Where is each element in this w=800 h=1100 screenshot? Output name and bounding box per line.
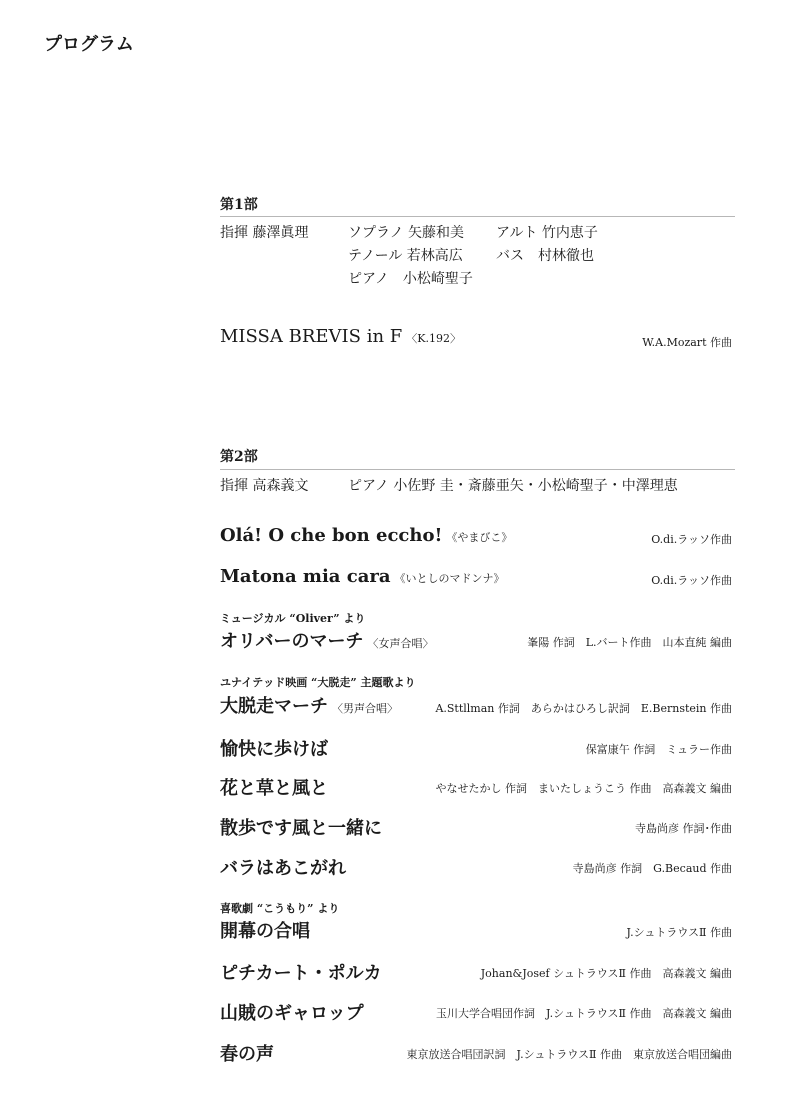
work-subtitle: 〈女声合唱〉 xyxy=(367,637,434,650)
work-source-9: 喜歌劇 “こうもり” より xyxy=(220,902,340,915)
work-credit-11: 玉川大学合唱団作詞 J.シュトラウスⅡ 作曲 高森義文 編曲 xyxy=(436,1007,732,1020)
work-credit-7: 寺島尚彦 作詞･作曲 xyxy=(635,822,732,835)
work-name: 愉快に歩けば xyxy=(220,739,328,760)
work-name: 山賊のギャロップ xyxy=(220,1003,364,1024)
work-name: 散歩です風と一緒に xyxy=(220,818,382,839)
part1-work-title xyxy=(220,326,461,347)
work-title-7 xyxy=(220,814,382,840)
work-subtitle: 《やまびこ》 xyxy=(446,531,513,544)
part1-piano: ピアノ 小松崎聖子 xyxy=(348,271,473,287)
work-credit-6: やなせたかし 作詞 まいたしょうこう 作曲 高森義文 編曲 xyxy=(435,782,732,795)
work-credit-2: O.di.ラッソ作曲 xyxy=(651,574,732,587)
part1-tenor: テノール 若林高広 xyxy=(348,248,463,264)
work-credit-5: 保富康午 作詞 ミュラー作曲 xyxy=(585,743,732,756)
work-title-8 xyxy=(220,854,346,880)
part1-soprano: ソプラノ 矢藤和美 xyxy=(348,225,465,241)
work-title-10 xyxy=(220,959,382,985)
work-credit-4: A.Sttllman 作詞 あらかはひろし訳詞 E.Bernstein 作曲 xyxy=(435,702,732,715)
work-name: 開幕の合唱 xyxy=(220,921,310,942)
work-subtitle: 《いとしのマドンナ》 xyxy=(394,572,505,585)
part1-heading: 第1部 xyxy=(220,197,258,213)
part1-divider xyxy=(220,216,735,217)
page-title: プログラム xyxy=(44,34,134,55)
work-title-6 xyxy=(220,774,328,800)
part1-work-name: MISSA BREVIS in F xyxy=(220,326,403,347)
work-title-2 xyxy=(220,566,505,587)
work-title-9 xyxy=(220,917,310,943)
work-title-4 xyxy=(220,692,398,718)
work-title-12 xyxy=(220,1040,274,1066)
part2-conductor: 指揮 高森義文 xyxy=(220,478,309,494)
work-title-5 xyxy=(220,735,328,761)
part2-divider xyxy=(220,469,735,470)
work-name: Olá! O che bon eccho! xyxy=(220,525,443,546)
work-credit-3: 峯陽 作詞 L.バート作曲 山本直純 編曲 xyxy=(527,636,732,649)
part2-piano: ピアノ 小佐野 圭・斎藤亜矢・小松崎聖子・中澤理恵 xyxy=(348,478,678,494)
work-name: 花と草と風と xyxy=(220,778,328,799)
work-name: Matona mia cara xyxy=(220,566,391,587)
part1-bass: バス 村林徹也 xyxy=(496,248,594,264)
work-credit-8: 寺島尚彦 作詞 G.Becaud 作曲 xyxy=(572,862,732,875)
work-credit-1: O.di.ラッソ作曲 xyxy=(651,533,732,546)
work-name: バラはあこがれ xyxy=(220,858,346,879)
work-title-3 xyxy=(220,627,433,653)
work-name: 春の声 xyxy=(220,1044,274,1065)
work-title-11 xyxy=(220,999,364,1025)
part2-heading: 第2部 xyxy=(220,449,258,465)
part1-work-subtitle: 〈K.192〉 xyxy=(406,332,461,345)
part1-work-credit: W.A.Mozart 作曲 xyxy=(642,336,732,349)
work-credit-9: J.シュトラウスⅡ 作曲 xyxy=(626,926,732,939)
part1-conductor: 指揮 藤澤眞理 xyxy=(220,225,309,241)
work-name: ピチカート・ポルカ xyxy=(220,963,382,984)
work-title-1 xyxy=(220,525,512,546)
work-name: オリバーのマーチ xyxy=(220,631,364,652)
work-source-3: ミュージカル “Oliver” より xyxy=(220,612,366,625)
work-name: 大脱走マーチ xyxy=(220,696,328,717)
work-credit-12: 東京放送合唱団訳詞 J.シュトラウスⅡ 作曲 東京放送合唱団編曲 xyxy=(406,1048,732,1061)
work-subtitle: 〈男声合唱〉 xyxy=(332,702,398,715)
part1-alto: アルト 竹内恵子 xyxy=(496,225,598,241)
work-source-4: ユナイテッド映画 “大脱走” 主題歌より xyxy=(220,676,416,689)
work-credit-10: Johan&Josef シュトラウスⅡ 作曲 高森義文 編曲 xyxy=(480,967,732,980)
